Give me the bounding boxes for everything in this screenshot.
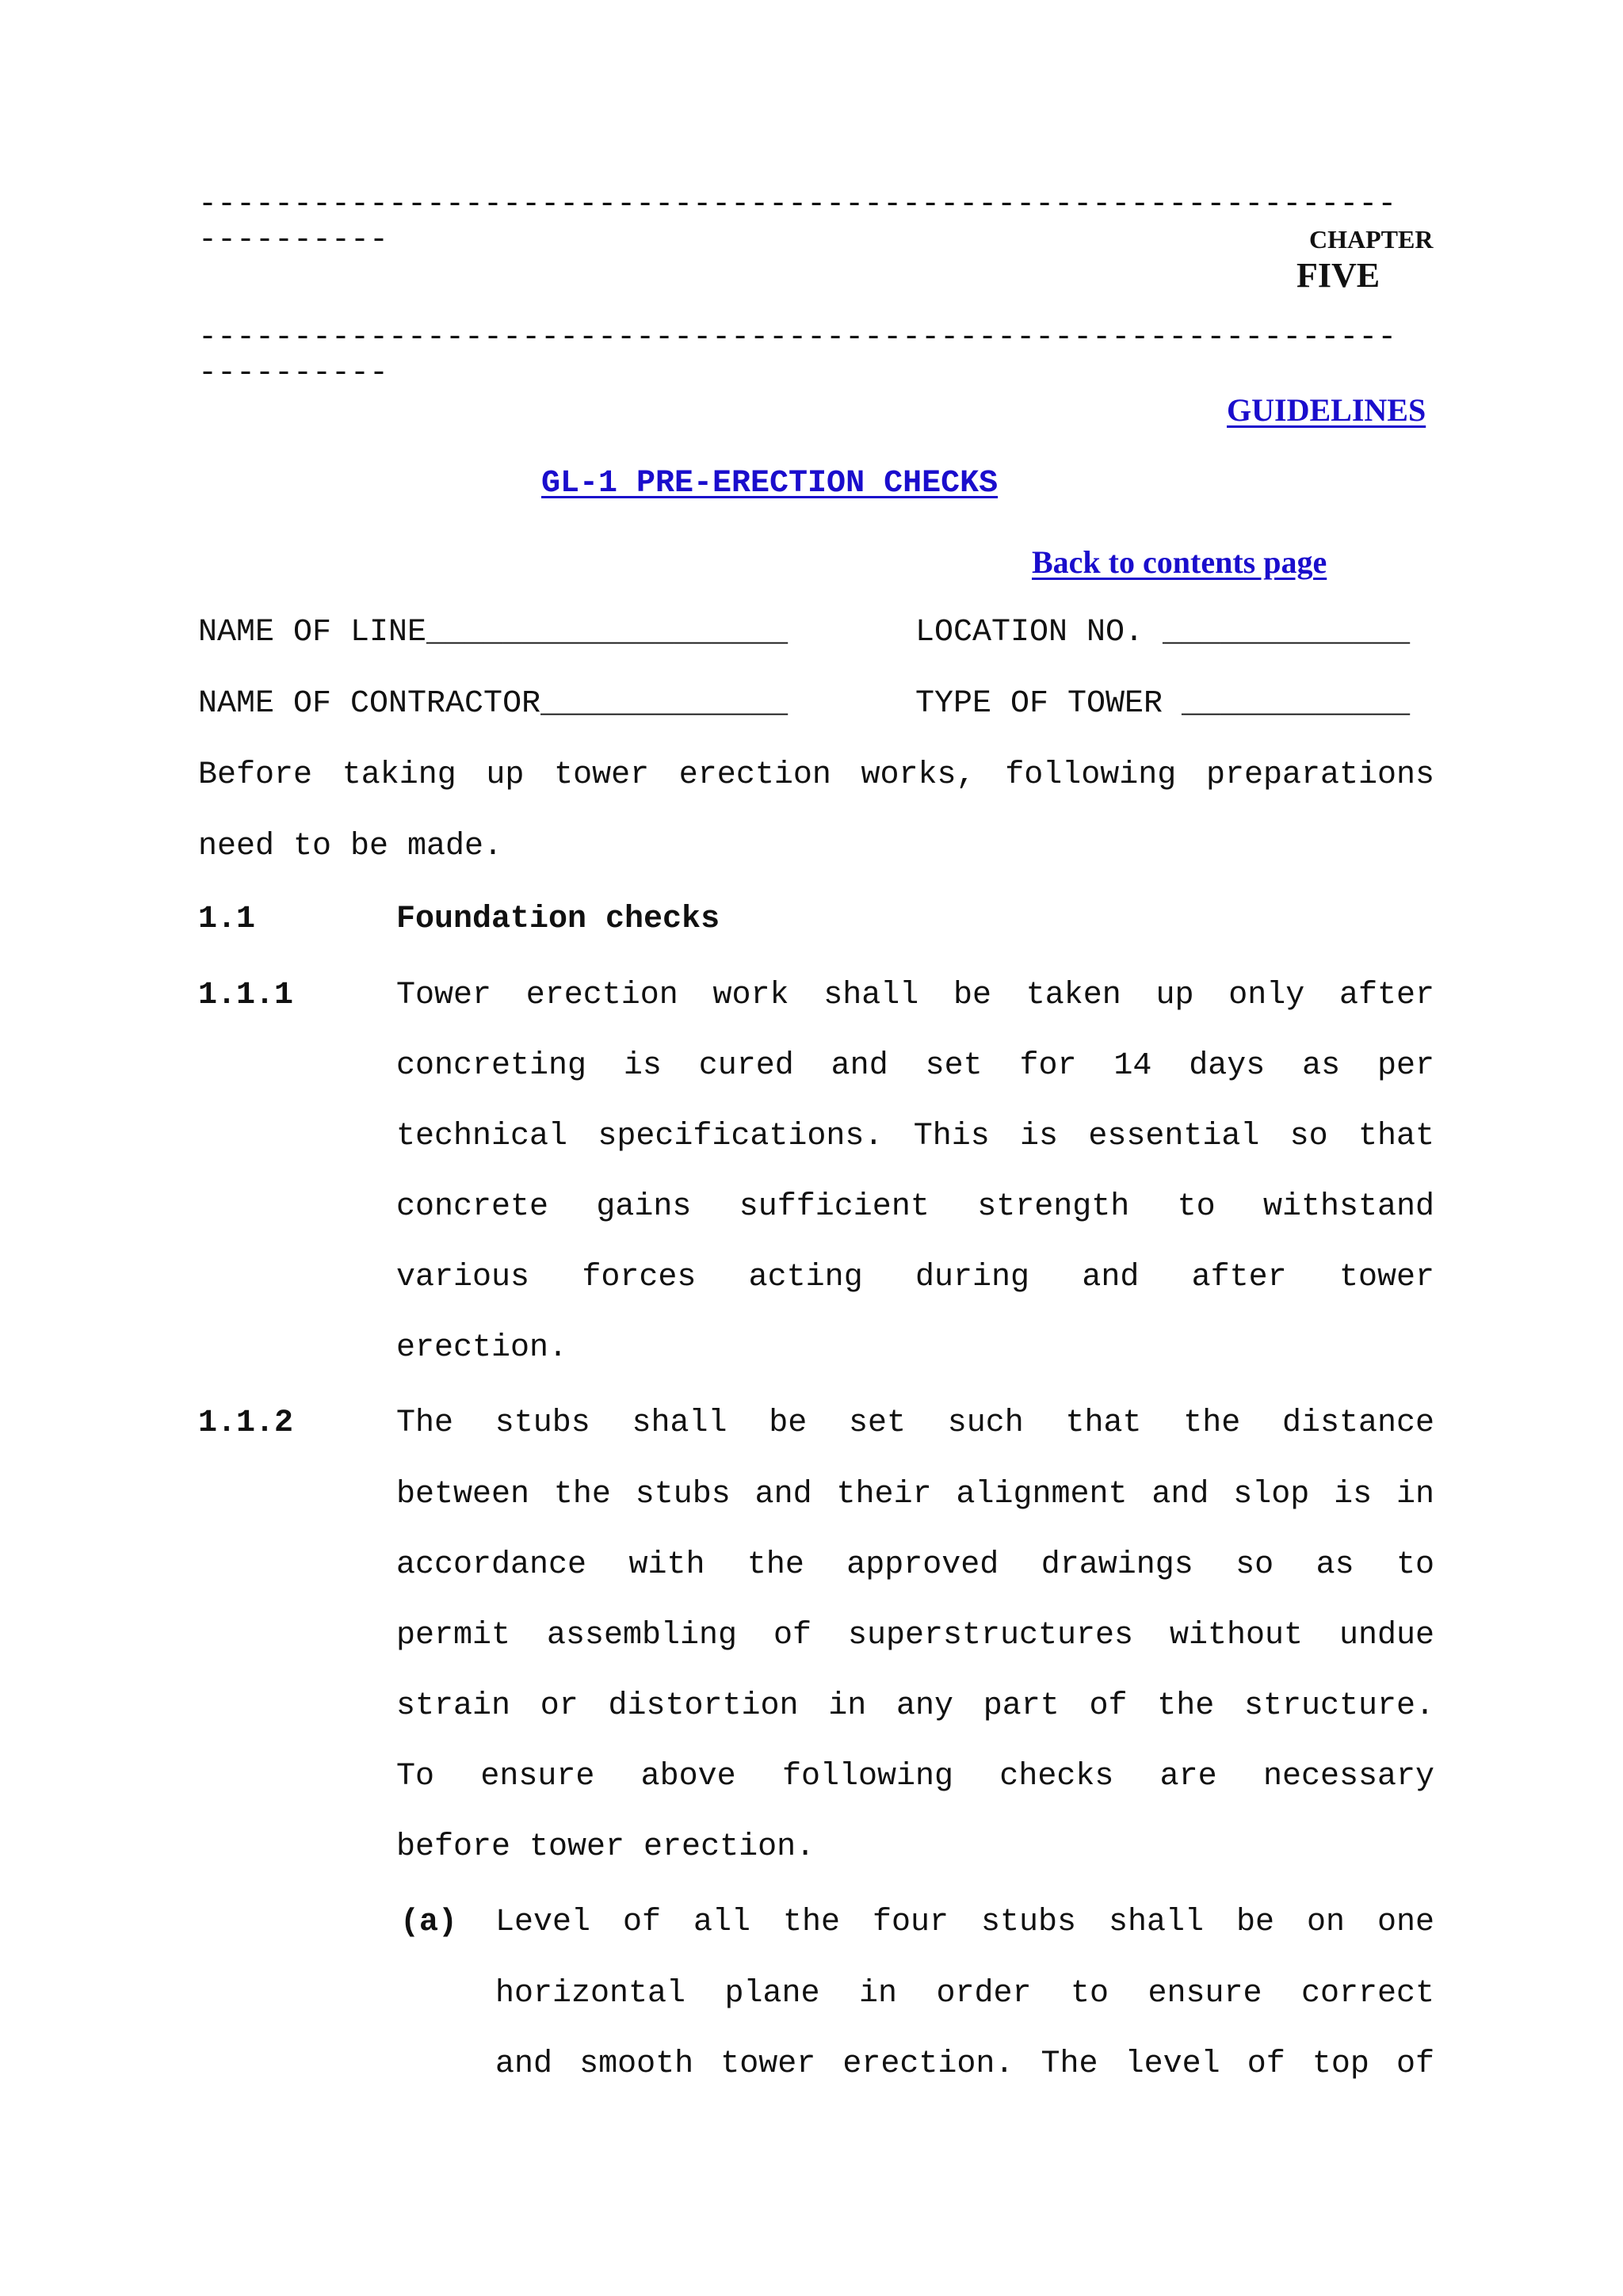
guidelines-link[interactable]: GUIDELINES (1227, 392, 1426, 428)
section-title: Foundation checks (396, 902, 720, 937)
item-1-1-2-line: before tower erection. (396, 1829, 815, 1865)
chapter-label: CHAPTER (1309, 225, 1434, 254)
section-title-link[interactable]: GL-1 PRE-ERECTION CHECKS (541, 466, 999, 502)
intro-line-2: need to be made. (198, 829, 503, 864)
item-a-line: and smooth tower erection. The level of top of (495, 2046, 1434, 2082)
item-1-1-1-line: various forces acting during and after tower (396, 1260, 1434, 1295)
item-1-1-2-line: between the stubs and their alignment and slop is in (396, 1477, 1434, 1512)
item-1-1-2-line: accordance with the approved drawings so as to (396, 1547, 1434, 1583)
name-of-contractor-field: NAME OF CONTRACTOR_____________ (198, 686, 789, 722)
chapter-number: FIVE (1296, 256, 1381, 295)
item-1-1-1-line: concreting is cured and set for 14 days as per (396, 1048, 1434, 1084)
item-a-line: Level of all the four stubs shall be on one (495, 1905, 1434, 1940)
intro-line-1: Before taking up tower erection works, following preparations (198, 757, 1434, 793)
item-1-1-1-line: concrete gains sufficient strength to withstand (396, 1189, 1434, 1225)
header-rule-bottom: ------------------------------------------------------------------------- (198, 320, 1397, 391)
item-1-1-2-line: permit assembling of superstructures without undue (396, 1618, 1434, 1653)
item-1-1-2-line: strain or distortion in any part of the structure. (396, 1688, 1434, 1724)
item-1-1-1-line: Tower erection work shall be taken up only after (396, 978, 1434, 1013)
item-a-label: (a) (400, 1905, 458, 1940)
item-1-1-2-line: The stubs shall be set such that the distance (396, 1405, 1434, 1441)
back-to-contents-link[interactable]: Back to contents page (1032, 544, 1327, 580)
item-1-1-2-line: To ensure above following checks are necessary (396, 1759, 1434, 1794)
type-of-tower-field: TYPE OF TOWER ____________ (915, 686, 1411, 722)
header-rule-top: ------------------------------------------------------------------------- (198, 187, 1397, 258)
item-1-1-1-number: 1.1.1 (198, 978, 294, 1013)
item-a-line: horizontal plane in order to ensure correct (495, 1976, 1434, 2012)
item-1-1-1-line: erection. (396, 1330, 568, 1366)
item-1-1-2-number: 1.1.2 (198, 1405, 294, 1441)
location-no-field: LOCATION NO. _____________ (915, 615, 1411, 650)
section-number: 1.1 (198, 902, 256, 937)
item-1-1-1-line: technical specifications. This is essential so that (396, 1119, 1434, 1154)
name-of-line-field: NAME OF LINE___________________ (198, 615, 789, 650)
